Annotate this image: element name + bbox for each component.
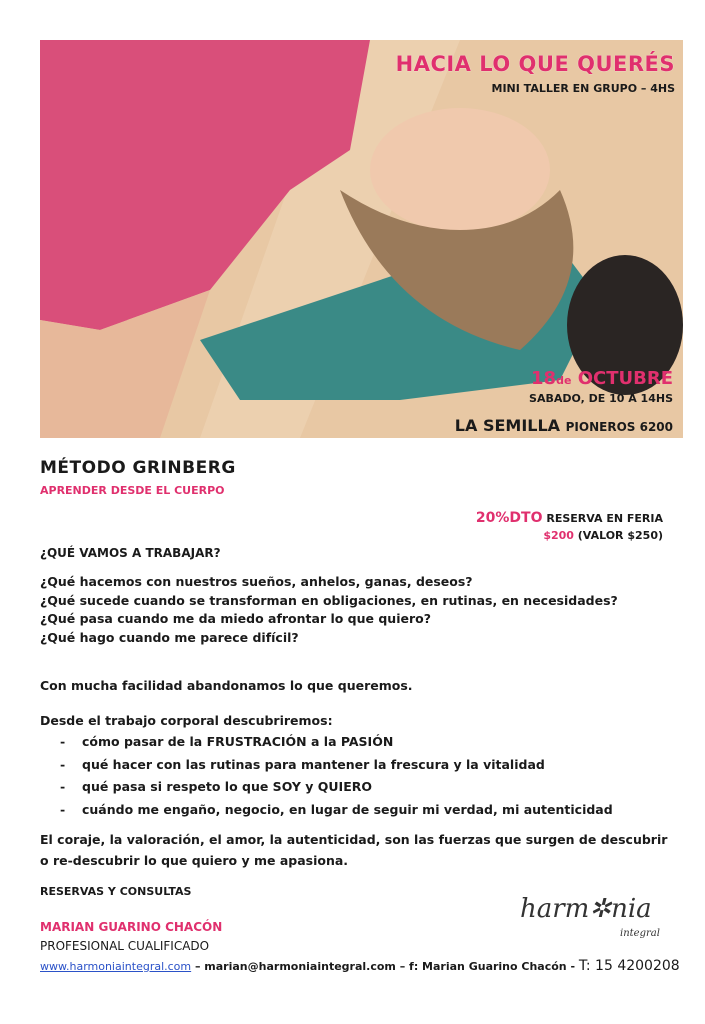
contact-name: MARIAN GUARINO CHACÓN (40, 920, 223, 934)
contact-title: RESERVAS Y CONSULTAS (40, 885, 192, 898)
question-item: ¿Qué hacemos con nuestros sueños, anhelos, ganas, deseos? (40, 574, 473, 589)
date-de: de (556, 374, 572, 387)
harmonia-logo (520, 892, 670, 947)
date-day: 18 (531, 368, 557, 389)
event-title: HACIA LO QUE QUERÉS (395, 52, 675, 76)
promo-price-note: (VALOR $250) (577, 529, 663, 542)
contact-footer (40, 958, 680, 974)
logo-brand: harm✲nia (520, 894, 652, 924)
promo-discount-line (476, 510, 663, 527)
promo-price-line (476, 527, 663, 544)
method-title: MÉTODO GRINBERG (40, 458, 236, 478)
contact-details: – marian@harmoniaintegral.com – f: Marian Guarino Chacón - (191, 960, 579, 973)
date-month: OCTUBRE (577, 368, 673, 389)
question-item: ¿Qué sucede cuando se transforman en obligaciones, en rutinas, en necesidades? (40, 592, 618, 608)
event-venue-line (455, 416, 673, 435)
paragraph-courage: El coraje, la valoración, el amor, la autenticidad, son las fuerzas que surgen de descubrir o re-descubrir lo que quiero y me apasiona. (40, 832, 668, 868)
paragraph-abandon: Con mucha facilidad abandonamos lo que queremos. (40, 678, 413, 693)
discover-item: - cuándo me engaño, negocio, en lugar de seguir mi verdad, mi autenticidad (60, 799, 613, 822)
question-item: ¿Qué pasa cuando me da miedo afrontar lo que quiero? (40, 611, 431, 627)
event-schedule: SABADO, DE 10 A 14HS (529, 392, 673, 405)
promo-discount: 20%DTO (475, 510, 543, 526)
event-address: PIONEROS 6200 (565, 420, 673, 434)
logo-sub: integral (620, 928, 660, 939)
question-list (40, 573, 618, 647)
discover-item: - cómo pasar de la FRUSTRACIÓN a la PASIÓN (60, 731, 613, 754)
question-title: ¿QUÉ VAMOS A TRABAJAR? (40, 546, 221, 560)
question-item: ¿Qué hago cuando me parece difícil? (40, 629, 299, 645)
event-date (531, 368, 673, 389)
contact-phone: T: 15 4200208 (578, 958, 680, 974)
paragraph-intro: Desde el trabajo corporal descubriremos: (40, 713, 333, 728)
method-subtitle: APRENDER DESDE EL CUERPO (40, 484, 225, 497)
promo-block (476, 510, 663, 544)
discover-item: - qué hacer con las rutinas para mantener la frescura y la vitalidad (60, 754, 613, 777)
promo-discount-note: RESERVA EN FERIA (546, 512, 663, 525)
contact-role: PROFESIONAL CUALIFICADO (40, 939, 210, 953)
promo-price: $200 (543, 529, 574, 542)
discover-item: - qué pasa si respeto lo que SOY y QUIERO (60, 776, 613, 799)
website-link[interactable]: www.harmoniaintegral.com (40, 960, 192, 973)
event-venue: LA SEMILLA (454, 416, 561, 435)
event-subtitle: MINI TALLER EN GRUPO – 4HS (491, 82, 675, 95)
discover-list (60, 731, 613, 821)
hero-photo (40, 40, 683, 438)
